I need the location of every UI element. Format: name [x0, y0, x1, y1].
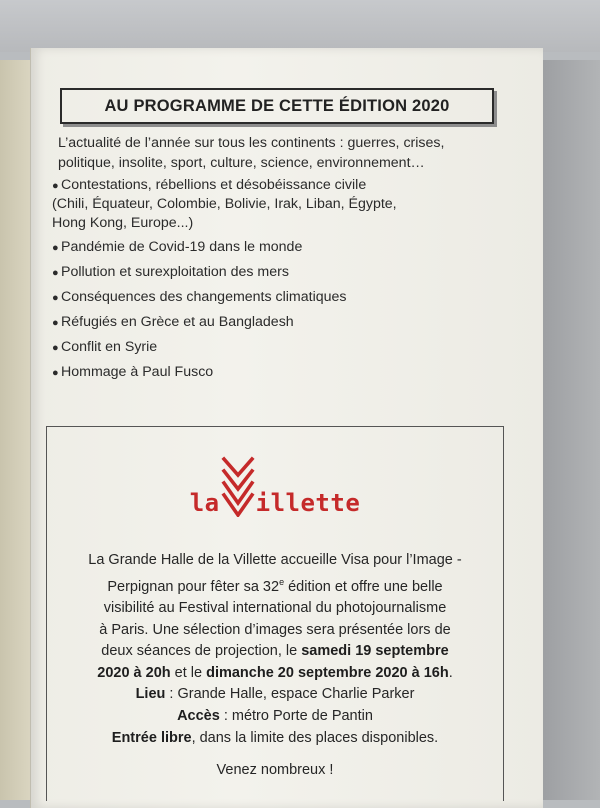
- list-item: ● Réfugiés en Grèce et au Bangladesh: [52, 313, 502, 333]
- villette-info-box: [46, 426, 504, 801]
- closing-text: Venez nombreux !: [216, 762, 334, 778]
- background-right: [542, 60, 600, 800]
- program-title: AU PROGRAMME DE CETTE ÉDITION 2020: [60, 88, 494, 124]
- intro-paragraph: [58, 133, 498, 173]
- bullet-icon: ●: [52, 180, 59, 192]
- logo-prefix: la: [189, 489, 220, 517]
- background-surface: [0, 0, 600, 52]
- program-list: [52, 176, 502, 388]
- list-item: ● Pollution et surexploitation des mers: [52, 263, 502, 283]
- list-item: ● Hommage à Paul Fusco: [52, 363, 502, 383]
- logo-suffix: illette: [255, 489, 361, 517]
- villette-v-icon: [221, 455, 255, 517]
- intro-line: politique, insolite, sport, culture, science, environnement…: [58, 155, 425, 171]
- bullet-icon: ●: [52, 267, 59, 279]
- venue-line: Lieu : Grande Halle, espace Charlie Parker: [135, 686, 415, 703]
- entry-line: Entrée libre, dans la limite des places disponibles.: [111, 729, 439, 746]
- list-item: ● Contestations, rébellions et désobéissance civile (Chili, Équateur, Colombie, Bolivie, Irak, Liban, Égypte, Hong Kong, Europe...): [52, 177, 397, 231]
- list-item: ● Conflit en Syrie: [52, 338, 502, 358]
- access-line: Accès : métro Porte de Pantin: [177, 707, 373, 724]
- bullet-icon: ●: [52, 367, 59, 379]
- la-villette-logo: [47, 447, 503, 517]
- intro-line: L’actualité de l’année sur tous les continents : guerres, crises,: [58, 135, 445, 151]
- announcement-text: La Grande Halle de la Villette accueille Visa pour l’Image - Perpignan pour fêter sa 32e édition et offre une belle visibilité au Festival international du photojournalisme à Paris. Une sélection d’images sera présentée lors de deux séances de projection, le samedi 19 septembre 2020 à 20h et le dimanche 20 septembre 2020 à 16h. Lieu : Grande Halle, espace Charlie Parker Accès : métro Porte de Pantin Entrée libre, dans la limite des places disponibles.: [53, 550, 497, 749]
- bullet-icon: ●: [52, 317, 59, 329]
- bullet-icon: ●: [52, 292, 59, 304]
- list-item: ● Conséquences des changements climatiques: [52, 288, 502, 308]
- bullet-icon: ●: [52, 342, 59, 354]
- list-item: ● Pandémie de Covid-19 dans le monde: [52, 238, 502, 258]
- bullet-icon: ●: [52, 242, 59, 254]
